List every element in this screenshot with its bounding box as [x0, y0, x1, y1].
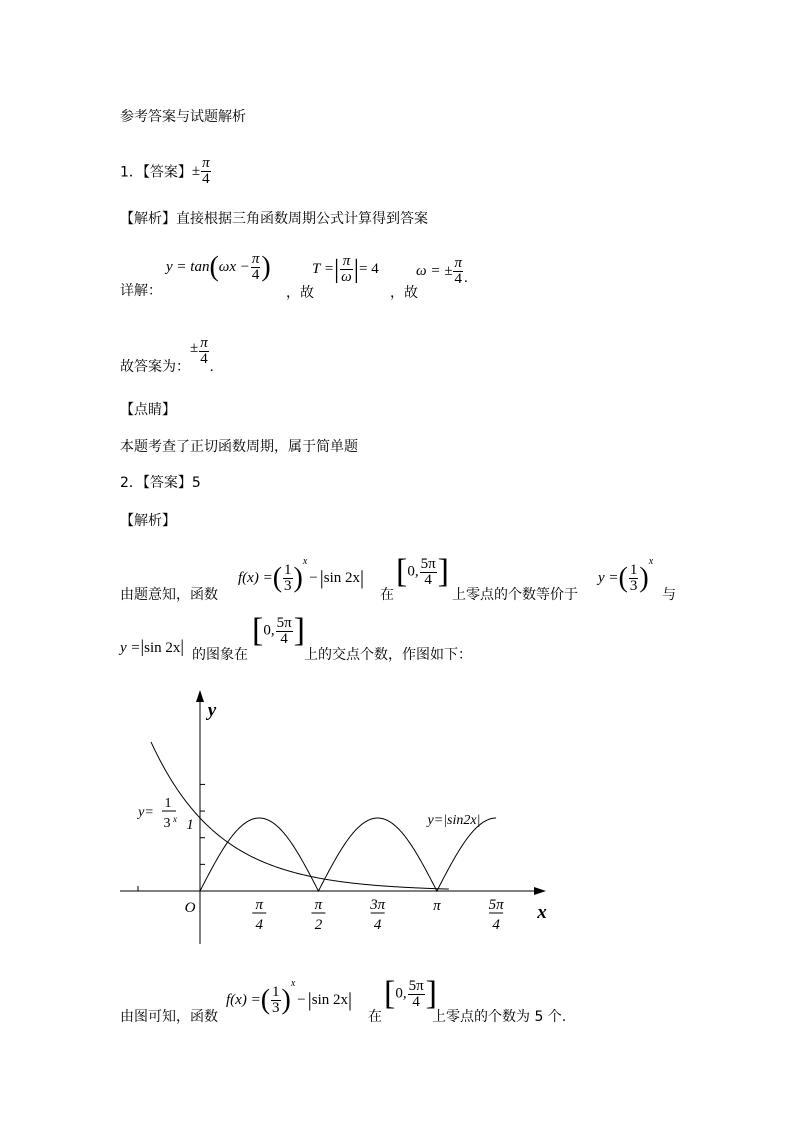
- y-axis-label: y: [207, 700, 217, 721]
- one-label: 1: [186, 817, 194, 833]
- exp-curve-label-den: 3: [163, 816, 171, 831]
- x-tick-label-num: π: [314, 897, 323, 913]
- x-axis-arrow: [534, 887, 546, 895]
- q2-interval-3: [0, $\frac{5\pi}{4}$ ]: [384, 975, 437, 1012]
- q1-answer-fraction: $\frac{\pi}{4}$: [202, 155, 210, 187]
- function-graph: [118, 686, 558, 954]
- q1-gu-1: ，故: [286, 285, 314, 301]
- q2-interval: [0, $\frac{5\pi}{4}$ ]: [396, 553, 449, 590]
- q1-detail-label: 详解：: [120, 283, 162, 299]
- x-tick-label: π: [433, 898, 441, 914]
- q1-gu-2: ，故: [390, 285, 418, 301]
- comment-tag: 【点睛】: [120, 402, 176, 418]
- abs-sin-curve-label: y=|sin2x|: [427, 813, 481, 828]
- q1-eq-omega: ω = ± $\frac{\pi}{4}$ .: [416, 255, 468, 287]
- q1-answer-line: [120, 156, 212, 187]
- q2-text-f: 上零点的个数为 5 个.: [432, 1009, 567, 1025]
- q2-text-d: 上的交点个数，作图如下：: [304, 647, 472, 663]
- q2-interval-2: [0, $\frac{5\pi}{4}$ ]: [252, 612, 305, 649]
- q1-eq-tan: y = tan(ωx − $\frac{\pi}{4}$ ): [166, 251, 271, 283]
- exp-curve: [151, 742, 449, 889]
- q1-eq-period: T =| $\frac{\pi}{\omega}$ |= 4: [312, 253, 379, 285]
- y-axis-arrow: [196, 690, 204, 702]
- x-tick-label-num: 3π: [370, 897, 386, 913]
- q2-analysis-tag: 【解析】: [120, 513, 176, 529]
- comment-text: 本题考查了正切函数周期，属于简单题: [120, 439, 358, 455]
- analysis-text: 直接根据三角函数周期公式计算得到答案: [176, 211, 428, 227]
- analysis-tag: 【解析】: [120, 211, 176, 227]
- q1-conclusion: 故答案为：± $\frac{\pi}{4}$ .: [120, 335, 214, 375]
- q2-answer-label: 2．【答案】5: [120, 475, 201, 491]
- x-axis-label: x: [537, 902, 547, 923]
- q2-function-def-2: f(x) =( $\frac{1}{3}$ )$^x$− |sin 2x|: [226, 978, 353, 1017]
- x-tick-label-den: 4: [373, 917, 382, 933]
- x-tick-label-den: 4: [255, 917, 263, 933]
- exp-curve-label-y: y=: [138, 805, 154, 820]
- q2-text-b: 上零点的个数等价于: [452, 587, 578, 603]
- q2-zai-2: 在: [368, 1009, 382, 1025]
- q2-function-def: f(x) =( $\frac{1}{3}$ )$^x$− |sin 2x|: [238, 556, 365, 595]
- q2-zai: 在: [380, 587, 394, 603]
- q1-analysis: [120, 208, 428, 228]
- x-tick-label-den: 4: [492, 917, 500, 933]
- q2-text-c: 的图象在: [192, 647, 248, 663]
- x-tick-label-num: π: [255, 897, 263, 913]
- exp-curve-label-num: 1: [164, 796, 172, 811]
- exp-curve-label-exp: x: [173, 814, 177, 824]
- x-tick-label-num: 5π: [488, 897, 504, 913]
- q2-yu: 与: [662, 587, 676, 603]
- q2-y-exp: y =( $\frac{1}{3}$ )$^x$: [598, 556, 654, 595]
- q2-text-e: 由图可知，函数: [120, 1009, 218, 1025]
- q1-answer-label: 1．【答案】: [120, 164, 192, 181]
- x-tick-label-den: 2: [314, 917, 323, 933]
- origin-label: O: [184, 900, 196, 916]
- page-title: 参考答案与试题解析: [120, 109, 246, 125]
- q2-y-sin: y =|sin 2x|: [120, 636, 185, 656]
- q2-text-a: 由题意知，函数: [120, 587, 218, 603]
- abs-sin2x-curve: [200, 818, 496, 891]
- q1-answer-pm: ±: [191, 163, 201, 179]
